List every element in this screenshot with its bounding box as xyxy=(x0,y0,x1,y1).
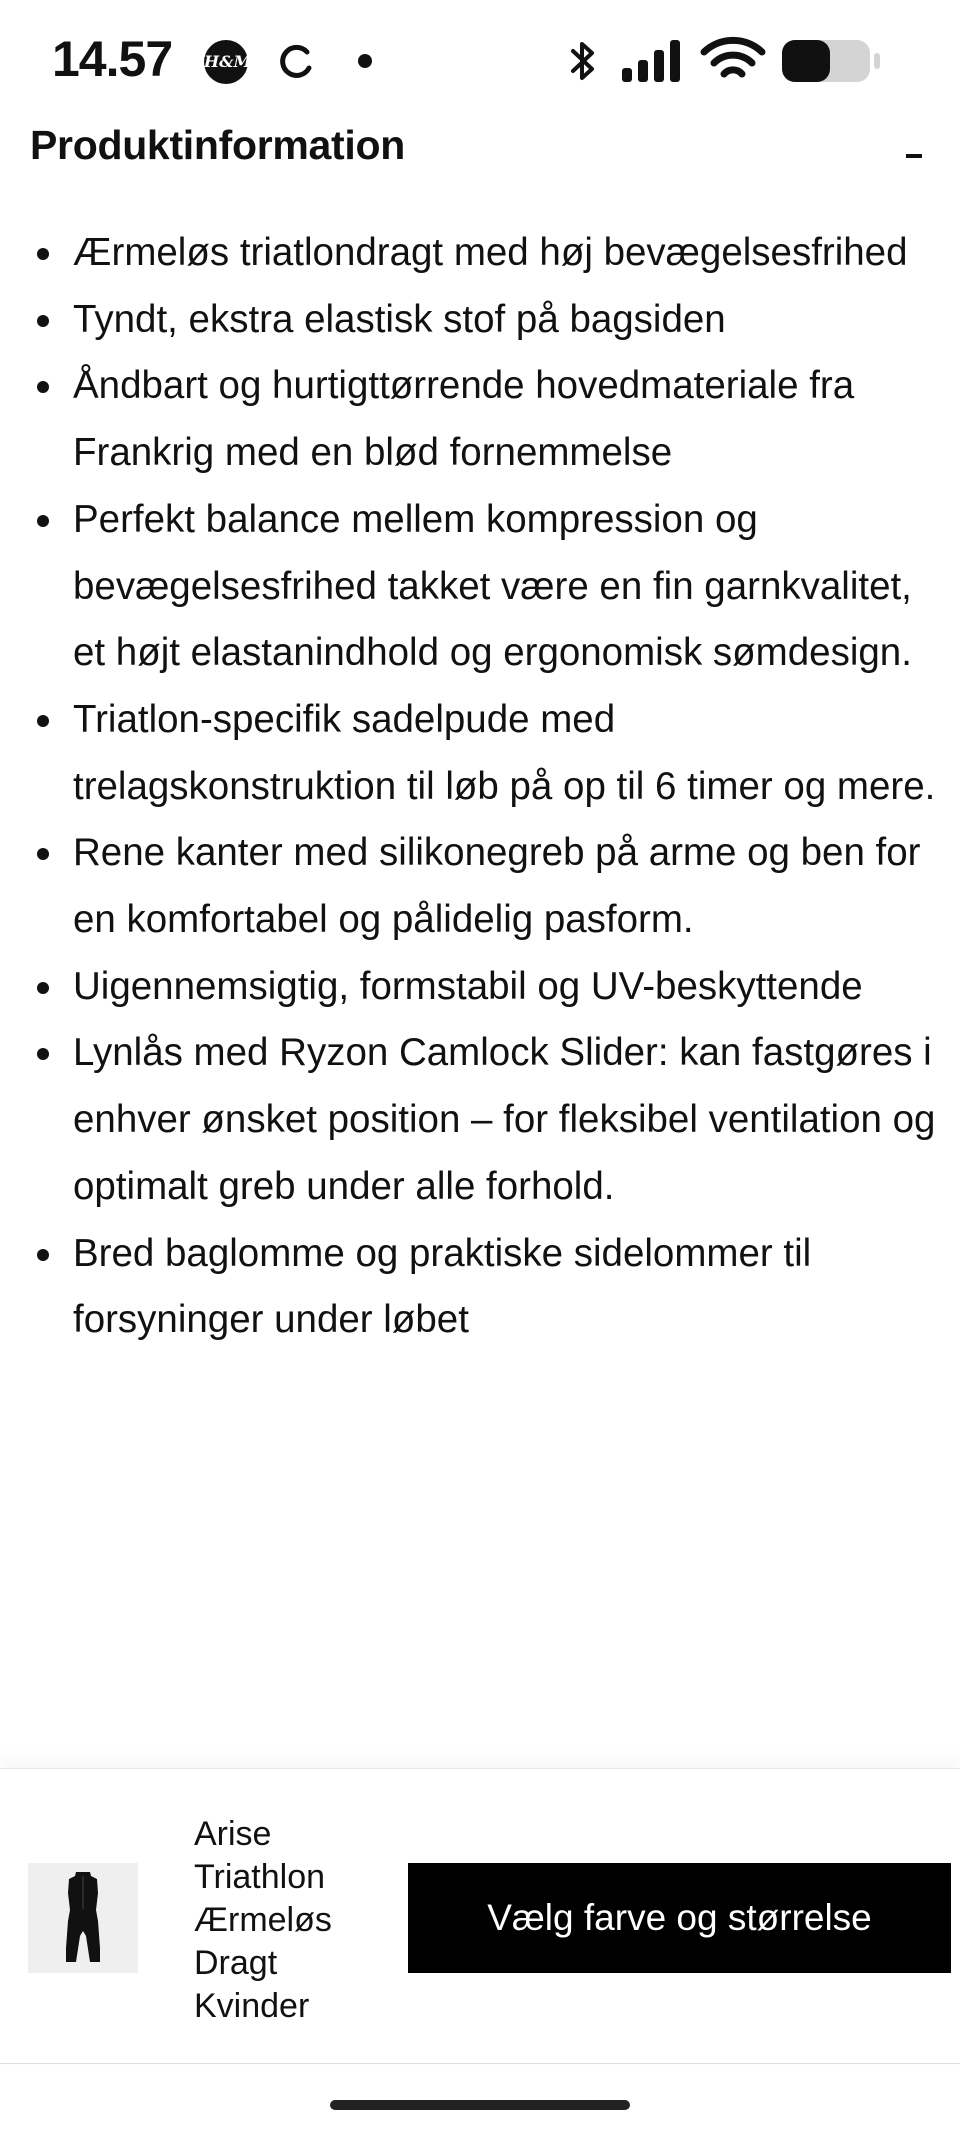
feature-item: Rene kanter med silikonegreb på arme og ben for en komfortabel og pålidelig pasform. xyxy=(0,820,960,953)
divider xyxy=(0,2063,960,2064)
home-indicator[interactable] xyxy=(330,2100,630,2110)
wifi-icon xyxy=(700,36,766,84)
triathlon-suit-image xyxy=(28,1863,138,1973)
minus-icon xyxy=(906,154,922,158)
section-title: Produktinformation xyxy=(30,122,405,168)
feature-item: Uigennemsigtig, formstabil og UV-beskyttende xyxy=(0,954,960,1021)
hm-app-icon: H&M xyxy=(204,40,248,84)
signal-icon xyxy=(620,38,684,84)
dot-icon xyxy=(358,54,372,68)
sync-icon xyxy=(276,42,316,82)
status-bar xyxy=(0,0,960,120)
bluetooth-icon xyxy=(566,38,600,84)
status-time: 14.57 xyxy=(52,31,173,87)
product-name: Arise Triathlon Ærmeløs Dragt Kvinder xyxy=(194,1815,332,2025)
feature-item: Triatlon-specifik sadelpude med trelagskonstruktion til løb på op til 6 timer og mere. xyxy=(0,687,960,820)
feature-item: Tyndt, ekstra elastisk stof på bagsiden xyxy=(0,287,960,354)
product-info-header[interactable] xyxy=(30,122,930,178)
sticky-add-to-bag-bar xyxy=(0,1768,960,2064)
product-thumbnail[interactable] xyxy=(28,1863,138,1973)
feature-item: Ærmeløs triatlondragt med høj bevægelsesfrihed xyxy=(0,220,960,287)
feature-list xyxy=(0,220,960,1354)
feature-item: Bred baglomme og praktiske sidelommer til forsyninger under løbet xyxy=(0,1221,960,1354)
collapse-button[interactable] xyxy=(900,138,930,168)
feature-item: Lynlås med Ryzon Camlock Slider: kan fastgøres i enhver ønsket position – for fleksibel ventilation og optimalt greb under alle forhold. xyxy=(0,1020,960,1220)
select-color-size-button[interactable]: Vælg farve og størrelse xyxy=(408,1863,951,1973)
feature-item: Åndbart og hurtigttørrende hovedmateriale fra Frankrig med en blød fornemmelse xyxy=(0,353,960,486)
battery-icon xyxy=(780,38,882,84)
feature-item: Perfekt balance mellem kompression og bevægelsesfrihed takket være en fin garnkvalitet, et højt elastanindhold og ergonomisk sømdesign. xyxy=(0,487,960,687)
